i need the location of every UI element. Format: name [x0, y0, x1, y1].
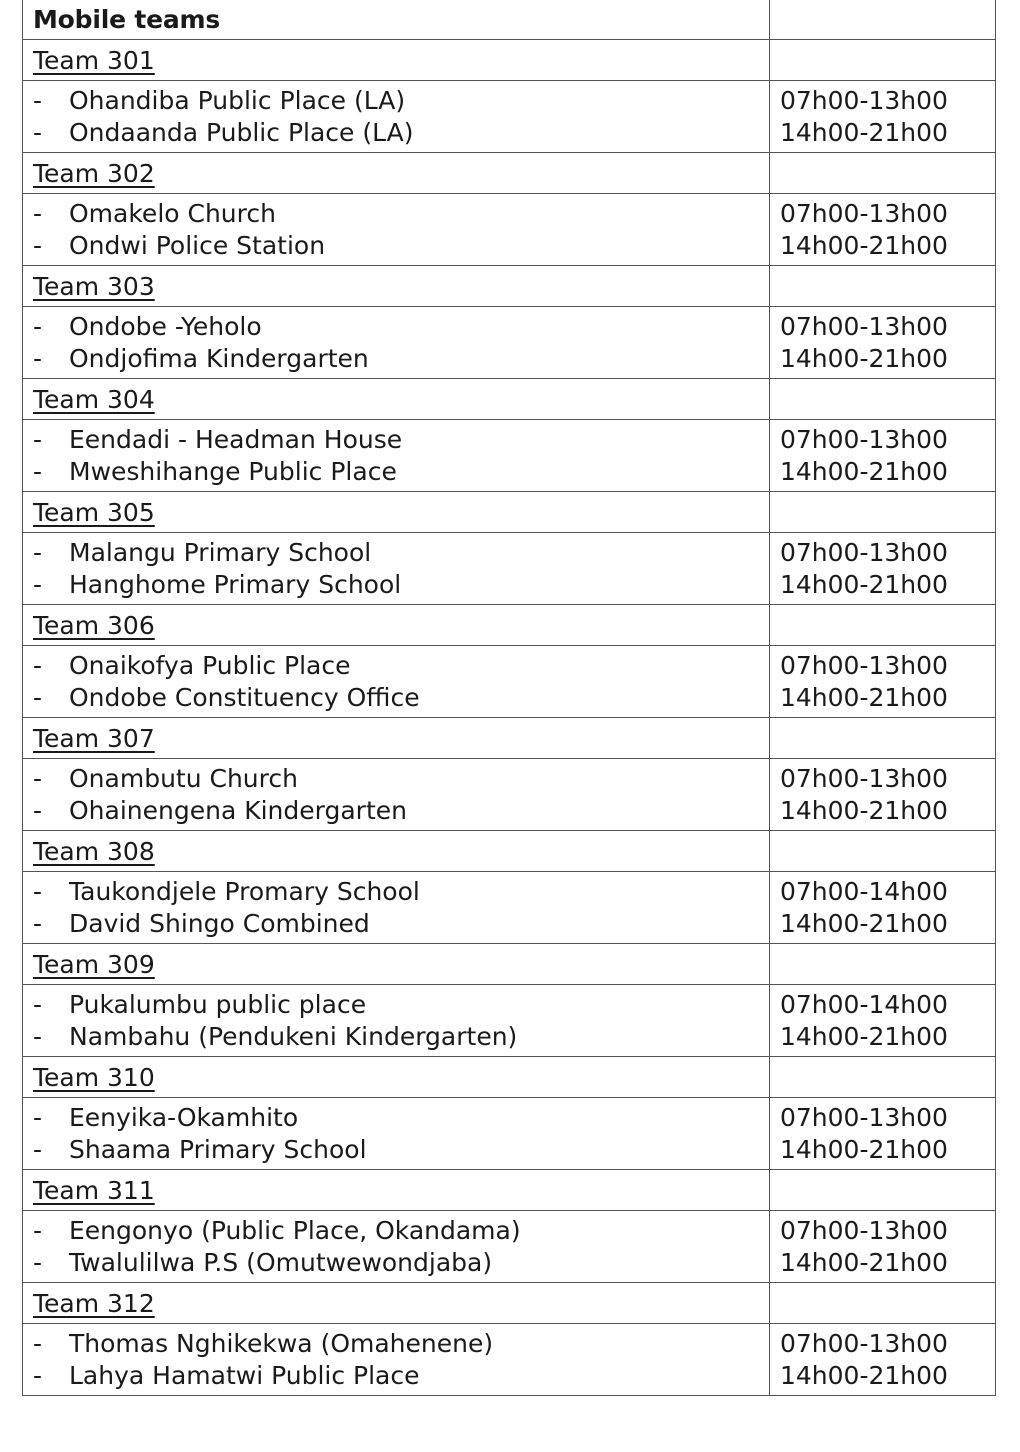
team-header-row [23, 1170, 996, 1211]
time-slot: 07h00-13h00 [780, 651, 948, 680]
site-line [33, 343, 769, 375]
time-slot: 07h00-13h00 [780, 425, 948, 454]
bullet-dash: - [33, 651, 43, 680]
time-slot: 07h00-14h00 [780, 877, 948, 906]
bullet-dash: - [33, 908, 43, 938]
sites-cell [23, 420, 770, 492]
team-sites-row [23, 872, 996, 944]
team-sites-row [23, 646, 996, 718]
hours-cell [770, 533, 996, 605]
site-line [33, 795, 769, 827]
time-slot: 07h00-13h00 [780, 312, 948, 341]
site-line [33, 1102, 769, 1134]
bullet-dash: - [33, 199, 43, 228]
site-name: Thomas Nghikekwa (Omahenene) [69, 1329, 494, 1358]
site-line [33, 1134, 769, 1166]
team-header-row [23, 40, 996, 81]
team-label: Team 311 [33, 1175, 155, 1205]
team-sites-row [23, 1324, 996, 1396]
sites-cell [23, 872, 770, 944]
site-name: Mweshihange Public Place [69, 456, 397, 486]
team-header-row [23, 266, 996, 307]
team-header-row [23, 379, 996, 420]
team-label-cell [23, 1057, 770, 1098]
bullet-dash: - [33, 86, 43, 115]
team-label-cell [23, 1283, 770, 1324]
team-sites-row [23, 1098, 996, 1170]
site-line [33, 908, 769, 940]
site-name: Onambutu Church [69, 764, 298, 793]
hours-cell [770, 759, 996, 831]
site-name: Ondjofima Kindergarten [69, 343, 369, 373]
team-sites-row [23, 1211, 996, 1283]
team-header-empty-cell [770, 1170, 996, 1211]
time-slot: 07h00-13h00 [780, 764, 948, 793]
site-line [33, 198, 769, 230]
site-name: Taukondjele Promary School [69, 877, 420, 906]
bullet-dash: - [33, 682, 43, 712]
team-label-cell [23, 831, 770, 872]
hours-cell [770, 420, 996, 492]
site-name: Ondwi Police Station [69, 230, 326, 260]
team-label-cell [23, 1170, 770, 1211]
bullet-dash: - [33, 877, 43, 906]
site-line [33, 117, 769, 149]
table-title-empty-cell [770, 0, 996, 40]
time-slot: 14h00-21h00 [780, 908, 948, 938]
bullet-dash: - [33, 230, 43, 260]
hours-cell [770, 872, 996, 944]
time-slot: 07h00-13h00 [780, 1216, 948, 1245]
bullet-dash: - [33, 795, 43, 825]
table-title-row [23, 0, 996, 40]
bullet-dash: - [33, 425, 43, 454]
hours-cell [770, 985, 996, 1057]
time-slot: 14h00-21h00 [780, 1247, 948, 1277]
team-sites-row [23, 420, 996, 492]
team-header-empty-cell [770, 153, 996, 194]
site-line [33, 682, 769, 714]
time-slot: 14h00-21h00 [780, 230, 948, 260]
hours-cell [770, 1324, 996, 1396]
team-label-cell [23, 153, 770, 194]
site-name: Twalulilwa P.S (Omutwewondjaba) [69, 1247, 493, 1277]
team-header-row [23, 1283, 996, 1324]
time-slot: 07h00-13h00 [780, 1329, 948, 1358]
site-line [33, 1328, 769, 1360]
bullet-dash: - [33, 117, 43, 147]
team-header-empty-cell [770, 831, 996, 872]
mobile-teams-table-body [23, 0, 996, 1396]
hours-cell [770, 81, 996, 153]
time-slot: 14h00-21h00 [780, 1021, 948, 1051]
team-sites-row [23, 759, 996, 831]
team-header-empty-cell [770, 718, 996, 759]
team-sites-row [23, 533, 996, 605]
time-slot: 14h00-21h00 [780, 795, 948, 825]
site-name: Ondobe -Yeholo [69, 312, 262, 341]
site-line [33, 1215, 769, 1247]
time-slot: 14h00-21h00 [780, 117, 948, 147]
team-sites-row [23, 985, 996, 1057]
team-header-empty-cell [770, 379, 996, 420]
team-sites-row [23, 194, 996, 266]
team-label-cell [23, 605, 770, 646]
site-line [33, 537, 769, 569]
time-slot: 14h00-21h00 [780, 456, 948, 486]
team-header-empty-cell [770, 40, 996, 81]
site-name: Shaama Primary School [69, 1134, 367, 1164]
bullet-dash: - [33, 1247, 43, 1277]
sites-cell [23, 1098, 770, 1170]
bullet-dash: - [33, 1329, 43, 1358]
table-title-cell [23, 0, 770, 40]
site-line [33, 456, 769, 488]
sites-cell [23, 759, 770, 831]
bullet-dash: - [33, 1103, 43, 1132]
time-slot: 07h00-13h00 [780, 1103, 948, 1132]
team-label: Team 303 [33, 271, 155, 301]
site-line [33, 1021, 769, 1053]
time-slot: 14h00-21h00 [780, 1360, 948, 1390]
hours-cell [770, 1211, 996, 1283]
table-title: Mobile teams [33, 4, 221, 34]
team-header-empty-cell [770, 266, 996, 307]
site-name: Ohainengena Kindergarten [69, 795, 407, 825]
time-slot: 14h00-21h00 [780, 569, 948, 599]
site-name: David Shingo Combined [69, 908, 370, 938]
bullet-dash: - [33, 343, 43, 373]
bullet-dash: - [33, 1134, 43, 1164]
site-name: Malangu Primary School [69, 538, 372, 567]
team-header-empty-cell [770, 605, 996, 646]
hours-cell [770, 307, 996, 379]
site-name: Ondobe Constituency Office [69, 682, 420, 712]
sites-cell [23, 533, 770, 605]
hours-cell [770, 194, 996, 266]
site-name: Lahya Hamatwi Public Place [69, 1360, 420, 1390]
hours-cell [770, 646, 996, 718]
site-name: Eengonyo (Public Place, Okandama) [69, 1216, 521, 1245]
team-label: Team 304 [33, 384, 155, 414]
team-header-row [23, 492, 996, 533]
bullet-dash: - [33, 1360, 43, 1390]
team-label-cell [23, 492, 770, 533]
bullet-dash: - [33, 1216, 43, 1245]
mobile-teams-table [22, 0, 996, 1396]
team-label-cell [23, 266, 770, 307]
team-header-row [23, 153, 996, 194]
site-name: Ohandiba Public Place (LA) [69, 86, 406, 115]
site-line [33, 989, 769, 1021]
sites-cell [23, 1324, 770, 1396]
team-sites-row [23, 307, 996, 379]
bullet-dash: - [33, 764, 43, 793]
team-label: Team 308 [33, 836, 155, 866]
team-label-cell [23, 718, 770, 759]
hours-cell [770, 1098, 996, 1170]
team-label: Team 312 [33, 1288, 155, 1318]
site-line [33, 424, 769, 456]
team-header-row [23, 718, 996, 759]
site-name: Eenyika-Okamhito [69, 1103, 299, 1132]
team-header-empty-cell [770, 492, 996, 533]
site-line [33, 876, 769, 908]
sites-cell [23, 1211, 770, 1283]
team-label: Team 305 [33, 497, 155, 527]
team-header-empty-cell [770, 1283, 996, 1324]
time-slot: 14h00-21h00 [780, 1134, 948, 1164]
bullet-dash: - [33, 990, 43, 1019]
team-sites-row [23, 81, 996, 153]
team-label: Team 310 [33, 1062, 155, 1092]
bullet-dash: - [33, 538, 43, 567]
team-label-cell [23, 944, 770, 985]
sites-cell [23, 81, 770, 153]
team-label: Team 301 [33, 45, 155, 75]
site-line [33, 85, 769, 117]
site-name: Onaikofya Public Place [69, 651, 351, 680]
bullet-dash: - [33, 569, 43, 599]
sites-cell [23, 646, 770, 718]
sites-cell [23, 985, 770, 1057]
site-line [33, 1360, 769, 1392]
bullet-dash: - [33, 312, 43, 341]
site-name: Hanghome Primary School [69, 569, 402, 599]
site-name: Omakelo Church [69, 199, 276, 228]
sites-cell [23, 194, 770, 266]
site-name: Eendadi - Headman House [69, 425, 403, 454]
bullet-dash: - [33, 456, 43, 486]
site-line [33, 650, 769, 682]
time-slot: 07h00-14h00 [780, 990, 948, 1019]
site-line [33, 569, 769, 601]
site-line [33, 311, 769, 343]
time-slot: 14h00-21h00 [780, 343, 948, 373]
bullet-dash: - [33, 1021, 43, 1051]
team-header-empty-cell [770, 944, 996, 985]
site-name: Nambahu (Pendukeni Kindergarten) [69, 1021, 518, 1051]
team-label-cell [23, 379, 770, 420]
team-header-row [23, 605, 996, 646]
team-label-cell [23, 40, 770, 81]
site-name: Pukalumbu public place [69, 990, 367, 1019]
team-label: Team 306 [33, 610, 155, 640]
sites-cell [23, 307, 770, 379]
team-header-empty-cell [770, 1057, 996, 1098]
site-line [33, 763, 769, 795]
team-header-row [23, 831, 996, 872]
site-name: Ondaanda Public Place (LA) [69, 117, 414, 147]
time-slot: 07h00-13h00 [780, 538, 948, 567]
time-slot: 14h00-21h00 [780, 682, 948, 712]
team-label: Team 309 [33, 949, 155, 979]
team-header-row [23, 944, 996, 985]
time-slot: 07h00-13h00 [780, 86, 948, 115]
team-header-row [23, 1057, 996, 1098]
site-line [33, 230, 769, 262]
team-label: Team 302 [33, 158, 155, 188]
time-slot: 07h00-13h00 [780, 199, 948, 228]
team-label: Team 307 [33, 723, 155, 753]
site-line [33, 1247, 769, 1279]
